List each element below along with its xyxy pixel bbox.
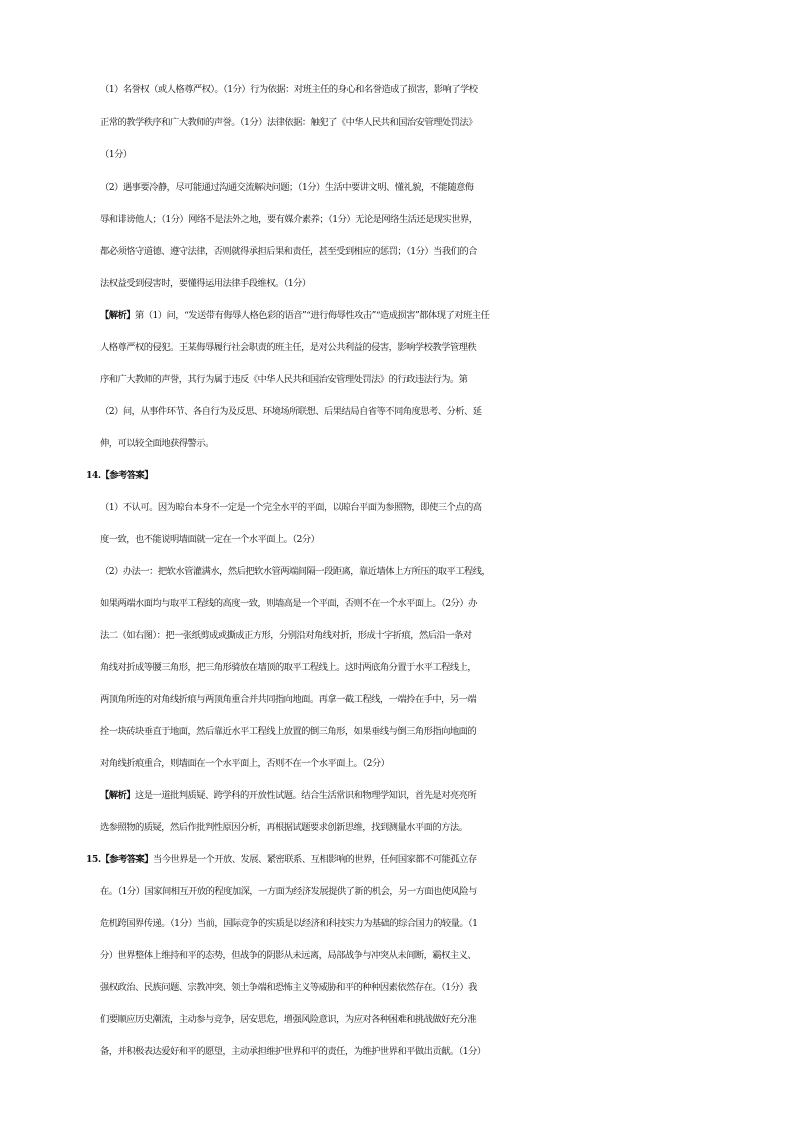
q13-answer-2-line-3: 都必须恪守道德、遵守法律，否则就得承担后果和责任，甚至受到相应的惩罚；（1分）当我们的合 xyxy=(100,246,477,257)
q15-line-6: 们要顺应历史潮流，主动参与竞争，居安思危，增强风险意识，为应对各种困难和挑战做好充分准 xyxy=(100,1014,477,1025)
q13-analysis-label: 【解析】 xyxy=(100,310,135,321)
q15-number: 15. xyxy=(86,854,101,865)
q15-line-2: 在。（1分）国家间相互开放的程度加深，一方面为经济发展提供了新的机会，另一方面也使风险与 xyxy=(100,886,477,897)
q13-answer-2-line-1: （2）遇事要冷静，尽可能通过沟通交流解决问题；（1分）生活中要讲文明、懂礼貌，不能随意侮 xyxy=(100,182,474,193)
q13-analysis-text-1: 第（1）问，“发送带有侮辱人格色彩的语音”“进行侮辱性攻击”“造成损害”都体现了对班主任 xyxy=(135,310,490,321)
q13-answer-2-line-4: 法权益受到侵害时，要懂得运用法律手段维权。（1分） xyxy=(100,278,311,289)
q15-answer-label: 【参考答案】 xyxy=(100,854,154,865)
q13-analysis-line-5: 伸，可以较全面地获得警示。 xyxy=(100,438,214,449)
q13-analysis-line-1 xyxy=(0,299,794,333)
q14-number: 14. xyxy=(86,470,101,481)
q15-text-1: 当今世界是一个开放、发展、紧密联系、互相影响的世界，任何国家都不可能孤立存 xyxy=(153,854,477,865)
q13-analysis-line-3: 序和广大教师的声誉，其行为属于违反《中华人民共和国治安管理处罚法》的行政违法行为。第 xyxy=(100,374,468,385)
q14-answer-2-line-7: 对角线折痕重合，则墙面在一个水平面上，否则不在一个水平面上。（2分） xyxy=(100,758,390,769)
q14-answer-2-line-1: （2）办法一：把软水管灌满水，然后把软水管两端间隔一段距离，靠近墙体上方所压的取平工程线， xyxy=(100,566,491,577)
q13-answer-2-line-2: 辱和诽谤他人；（1分）网络不是法外之地，要有媒介素养；（1分）无论是网络生活还是现实世界， xyxy=(100,214,478,225)
q13-analysis-line-2: 人格尊严权的侵犯。王某侮辱履行社会职责的班主任，是对公共利益的侵害，影响学校教学管理秩 xyxy=(100,342,477,353)
q14-answer-1-line-1: （1）不认可。因为晾台本身不一定是一个完全水平的平面，以晾台平面为参照物，即使三个点的高 xyxy=(100,502,482,513)
q14-answer-2-line-3: 法二（如右图）：把一张纸剪成或撕成正方形，分别沿对角线对折，形成十字折痕，然后沿一条对 xyxy=(100,630,472,641)
q14-analysis-label: 【解析】 xyxy=(100,790,135,801)
q13-answer-1-line-2: 正常的教学秩序和广大教师的声誉。（1分）法律依据：触犯了《中华人民共和国治安管理处罚法》 xyxy=(100,117,477,128)
q14-analysis-text-1: 这是一道批判质疑、跨学科的开放性试题。结合生活常识和物理学知识，首先是对亮亮所 xyxy=(135,790,477,801)
q14-answer-2-line-5: 两顶角所连的对角线折痕与两顶角重合并共同指向地面。再拿一截工程线，一端拎在手中，另一端 xyxy=(100,694,477,705)
q14-answer-1-line-2: 度一致，也不能说明墙面就一定在一个水平面上。（2分） xyxy=(100,534,320,545)
q14-heading xyxy=(0,459,794,493)
q13-analysis-line-4: （2）问，从事件环节、各自行为及反思、环境场所联想、后果结局自省等不同角度思考、分析、延 xyxy=(100,406,482,417)
q13-answer-1-line-1: （1）名誉权（或人格尊严权）。（1分）行为依据：对班主任的身心和名誉造成了损害，影响了学校 xyxy=(100,84,478,95)
q15-line-1 xyxy=(0,843,794,877)
q14-answer-2-line-2: 如果两端水面均与取平工程线的高度一致，则墙高是一个平面，否则不在一个水平面上。（2分）办 xyxy=(100,598,477,609)
q15-line-4: 分）世界整体上维持和平的态势，但战争的阴影从未远离，局部战争与冲突从未间断，霸权主义、 xyxy=(100,950,477,961)
q14-answer-2-line-6: 拴一块砖块垂直于地面，然后靠近水平工程线上放置的倒三角形，如果垂线与倒三角形指向地面的 xyxy=(100,726,477,737)
q14-answer-2-line-4: 角线对折成等腰三角形，把三角形骑放在墙顶的取平工程线上。这时两底角分置于水平工程线上， xyxy=(100,662,477,673)
q15-line-7: 备，并积极表达爱好和平的愿望，主动承担维护世界和平的责任，为维护世界和平做出贡献。（1分） xyxy=(100,1046,486,1057)
q15-line-5: 强权政治、民族问题、宗教冲突、领土争端和恐怖主义等威胁和平的种种因素依然存在。（1分）我 xyxy=(100,982,477,993)
q13-answer-1-line-3: （1分） xyxy=(100,149,132,160)
q14-answer-label: 【参考答案】 xyxy=(100,470,154,481)
q15-line-3: 危机跨国界传递。（1分）当前，国际竞争的实质是以经济和科技实力为基础的综合国力的较量。（1 xyxy=(100,918,478,929)
q14-analysis-line-2: 选参照物的质疑，然后作批判性原因分析，再根据试题要求创新思维，找到测量水平面的方法。 xyxy=(100,822,468,833)
q14-analysis-line-1 xyxy=(0,779,794,813)
